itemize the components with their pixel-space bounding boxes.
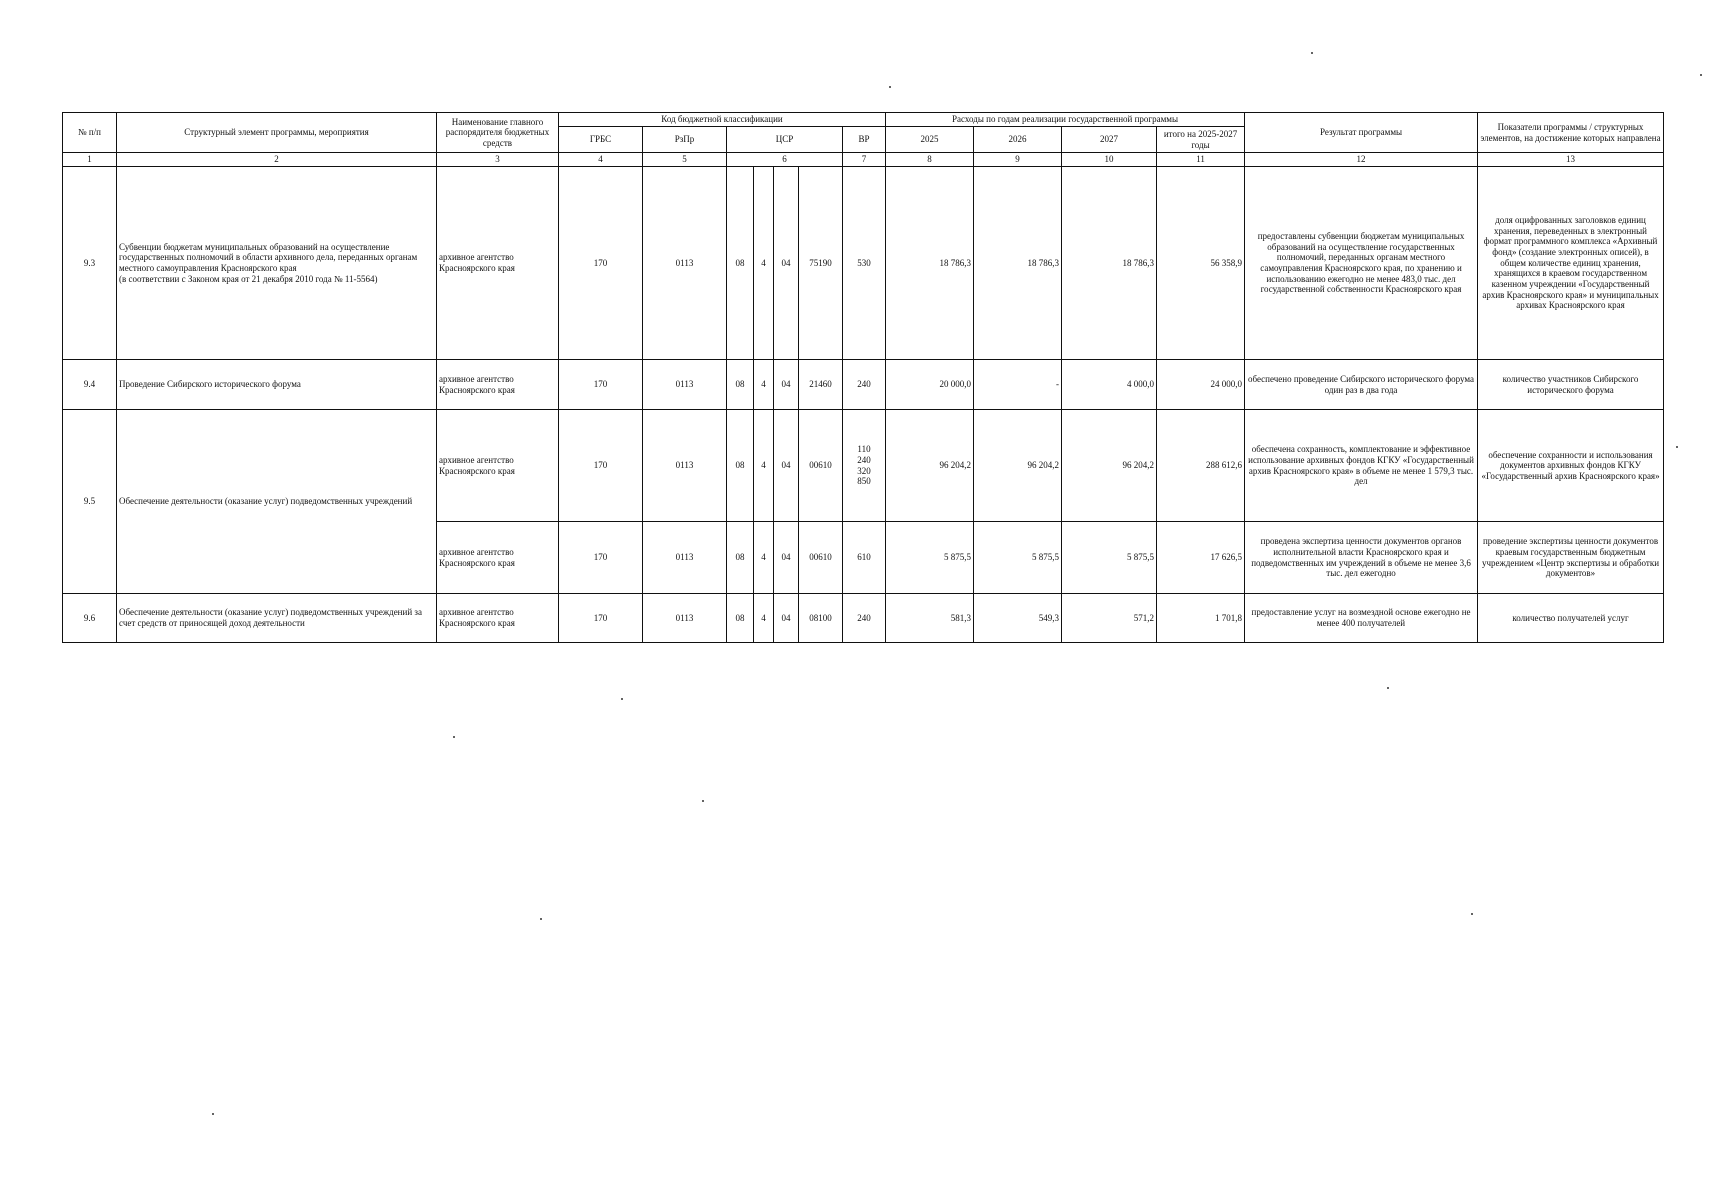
budget-table-sheet <box>62 112 1664 643</box>
column-number: 7 <box>843 153 886 167</box>
row-element: Обеспечение деятельности (оказание услуг) подведомственных учреждений <box>117 410 437 594</box>
row-vr: 610 <box>843 522 886 594</box>
row-csr-subprogram: 04 <box>774 594 799 643</box>
row-vr-item: 110 <box>857 444 871 455</box>
row-csr-program: 08 <box>727 167 754 360</box>
row-result: предоставлены субвенции бюджетам муниципальных образований на осуществление государственных полномочий, переданных органам местного самоуправления Красноярского края, по хранению и использованию ежегодно не менее 483,0 тыс. дел государственной собственности Красноярского края <box>1245 167 1478 360</box>
row-2026: 5 875,5 <box>974 522 1062 594</box>
row-vr-item: 320 <box>857 465 871 476</box>
scan-speck <box>702 800 704 802</box>
scan-speck <box>212 1113 214 1115</box>
row-rzpr: 0113 <box>643 522 727 594</box>
header-total: итого на 2025-2027 годы <box>1157 127 1245 153</box>
row-total: 288 612,6 <box>1157 410 1245 522</box>
header-csr: ЦСР <box>727 127 843 153</box>
row-distributor: архивное агентство Красноярского края <box>437 522 559 594</box>
row-grbs: 170 <box>559 167 643 360</box>
column-number: 4 <box>559 153 643 167</box>
column-number: 2 <box>117 153 437 167</box>
row-grbs: 170 <box>559 410 643 522</box>
scan-speck <box>540 918 542 920</box>
column-number: 9 <box>974 153 1062 167</box>
row-csr-direction: 00610 <box>799 522 843 594</box>
row-total: 17 626,5 <box>1157 522 1245 594</box>
scan-speck <box>889 86 891 88</box>
header-2027: 2027 <box>1062 127 1157 153</box>
row-result: предоставление услуг на возмездной основе ежегодно не менее 400 получателей <box>1245 594 1478 643</box>
row-csr-type: 4 <box>754 360 774 410</box>
table-row <box>63 410 1664 522</box>
row-num: 9.6 <box>63 594 117 643</box>
column-number: 13 <box>1478 153 1664 167</box>
row-total: 24 000,0 <box>1157 360 1245 410</box>
row-rzpr: 0113 <box>643 410 727 522</box>
header-expenses: Расходы по годам реализации государственной программы <box>886 113 1245 127</box>
row-csr-type: 4 <box>754 410 774 522</box>
row-2026: 18 786,3 <box>974 167 1062 360</box>
column-number: 10 <box>1062 153 1157 167</box>
header-grbs: ГРБС <box>559 127 643 153</box>
row-num: 9.5 <box>63 410 117 594</box>
row-vr: 240 <box>843 594 886 643</box>
row-result: обеспечена сохранность, комплектование и эффективное использование архивных фондов КГКУ «Государственный архив Красноярского края» в объеме не менее 1 579,3 тыс. дел <box>1245 410 1478 522</box>
row-vr-list <box>843 410 886 522</box>
row-result: обеспечено проведение Сибирского исторического форума один раз в два года <box>1245 360 1478 410</box>
row-csr-direction: 21460 <box>799 360 843 410</box>
row-2027: 5 875,5 <box>1062 522 1157 594</box>
column-number: 8 <box>886 153 974 167</box>
row-rzpr: 0113 <box>643 360 727 410</box>
column-number: 3 <box>437 153 559 167</box>
row-csr-type: 4 <box>754 594 774 643</box>
header-element: Структурный элемент программы, мероприятия <box>117 113 437 153</box>
row-2026: 96 204,2 <box>974 410 1062 522</box>
row-2027: 4 000,0 <box>1062 360 1157 410</box>
row-csr-program: 08 <box>727 594 754 643</box>
row-total: 1 701,8 <box>1157 594 1245 643</box>
row-indicator: количество получателей услуг <box>1478 594 1664 643</box>
row-csr-direction: 08100 <box>799 594 843 643</box>
row-distributor: архивное агентство Красноярского края <box>437 410 559 522</box>
header-indicators: Показатели программы / структурных элементов, на достижение которых направлена <box>1478 113 1664 153</box>
row-vr: 240 <box>843 360 886 410</box>
row-indicator: количество участников Сибирского исторического форума <box>1478 360 1664 410</box>
row-total: 56 358,9 <box>1157 167 1245 360</box>
header-num: № п/п <box>63 113 117 153</box>
row-num: 9.3 <box>63 167 117 360</box>
row-csr-type: 4 <box>754 522 774 594</box>
row-vr-item: 240 <box>857 454 871 465</box>
row-element: Обеспечение деятельности (оказание услуг) подведомственных учреждений за счет средств от приносящей доход деятельности <box>117 594 437 643</box>
scan-speck <box>453 736 455 738</box>
column-number: 1 <box>63 153 117 167</box>
scan-speck <box>621 698 623 700</box>
row-indicator: доля оцифрованных заголовков единиц хранения, переведенных в электронный формат программного комплекса «Архивный фонд» (создание электронных описей), в общем количестве единиц хранения, хранящихся в краевом государственном казенном учреждении «Государственный архив Красноярского края» и муниципальных архивах Красноярского края <box>1478 167 1664 360</box>
row-result: проведена экспертиза ценности документов органов исполнительной власти Красноярского края и подведомственных им учреждений в объеме не менее 3,6 тыс. дел ежегодно <box>1245 522 1478 594</box>
row-distributor: архивное агентство Красноярского края <box>437 360 559 410</box>
row-csr-subprogram: 04 <box>774 167 799 360</box>
row-rzpr: 0113 <box>643 167 727 360</box>
header-vr: ВР <box>843 127 886 153</box>
row-grbs: 170 <box>559 522 643 594</box>
row-indicator: обеспечение сохранности и использования документов архивных фондов КГКУ «Государственный архив Красноярского края» <box>1478 410 1664 522</box>
column-number: 12 <box>1245 153 1478 167</box>
row-csr-subprogram: 04 <box>774 522 799 594</box>
row-2025: 581,3 <box>886 594 974 643</box>
row-2025: 18 786,3 <box>886 167 974 360</box>
row-distributor: архивное агентство Красноярского края <box>437 167 559 360</box>
header-result: Результат программы <box>1245 113 1478 153</box>
column-number: 5 <box>643 153 727 167</box>
row-2027: 571,2 <box>1062 594 1157 643</box>
table-row <box>63 167 1664 360</box>
row-2026: - <box>974 360 1062 410</box>
scan-speck <box>1676 446 1678 448</box>
header-rzpr: РзПр <box>643 127 727 153</box>
row-2027: 96 204,2 <box>1062 410 1157 522</box>
row-2025: 96 204,2 <box>886 410 974 522</box>
row-vr: 530 <box>843 167 886 360</box>
table-row <box>63 360 1664 410</box>
column-number: 6 <box>727 153 843 167</box>
row-csr-subprogram: 04 <box>774 410 799 522</box>
header-kbk: Код бюджетной классификации <box>559 113 886 127</box>
row-num: 9.4 <box>63 360 117 410</box>
row-csr-direction: 75190 <box>799 167 843 360</box>
row-csr-type: 4 <box>754 167 774 360</box>
row-grbs: 170 <box>559 360 643 410</box>
row-csr-program: 08 <box>727 360 754 410</box>
row-2026: 549,3 <box>974 594 1062 643</box>
row-rzpr: 0113 <box>643 594 727 643</box>
row-2025: 20 000,0 <box>886 360 974 410</box>
scan-speck <box>1700 74 1702 76</box>
row-2025: 5 875,5 <box>886 522 974 594</box>
row-vr-item: 850 <box>857 476 871 487</box>
header-2026: 2026 <box>974 127 1062 153</box>
row-csr-direction: 00610 <box>799 410 843 522</box>
row-element: Проведение Сибирского исторического форума <box>117 360 437 410</box>
row-2027: 18 786,3 <box>1062 167 1157 360</box>
row-distributor: архивное агентство Красноярского края <box>437 594 559 643</box>
scan-speck <box>1387 687 1389 689</box>
row-csr-subprogram: 04 <box>774 360 799 410</box>
column-number: 11 <box>1157 153 1245 167</box>
row-element: Субвенции бюджетам муниципальных образований на осуществление государственных полномочий в области архивного дела, переданных органам местного самоуправления Красноярского края (в соответствии с Законом края от 21 декабря 2010 года № 11-5564) <box>117 167 437 360</box>
row-indicator: проведение экспертизы ценности документов краевым государственным бюджетным учреждением «Центр экспертизы и обработки документов» <box>1478 522 1664 594</box>
header-2025: 2025 <box>886 127 974 153</box>
scan-speck <box>1471 913 1473 915</box>
budget-table <box>62 112 1664 643</box>
row-grbs: 170 <box>559 594 643 643</box>
header-distributor: Наименование главного распорядителя бюджетных средств <box>437 113 559 153</box>
row-csr-program: 08 <box>727 410 754 522</box>
scan-speck <box>1311 52 1313 54</box>
table-row <box>63 594 1664 643</box>
row-csr-program: 08 <box>727 522 754 594</box>
